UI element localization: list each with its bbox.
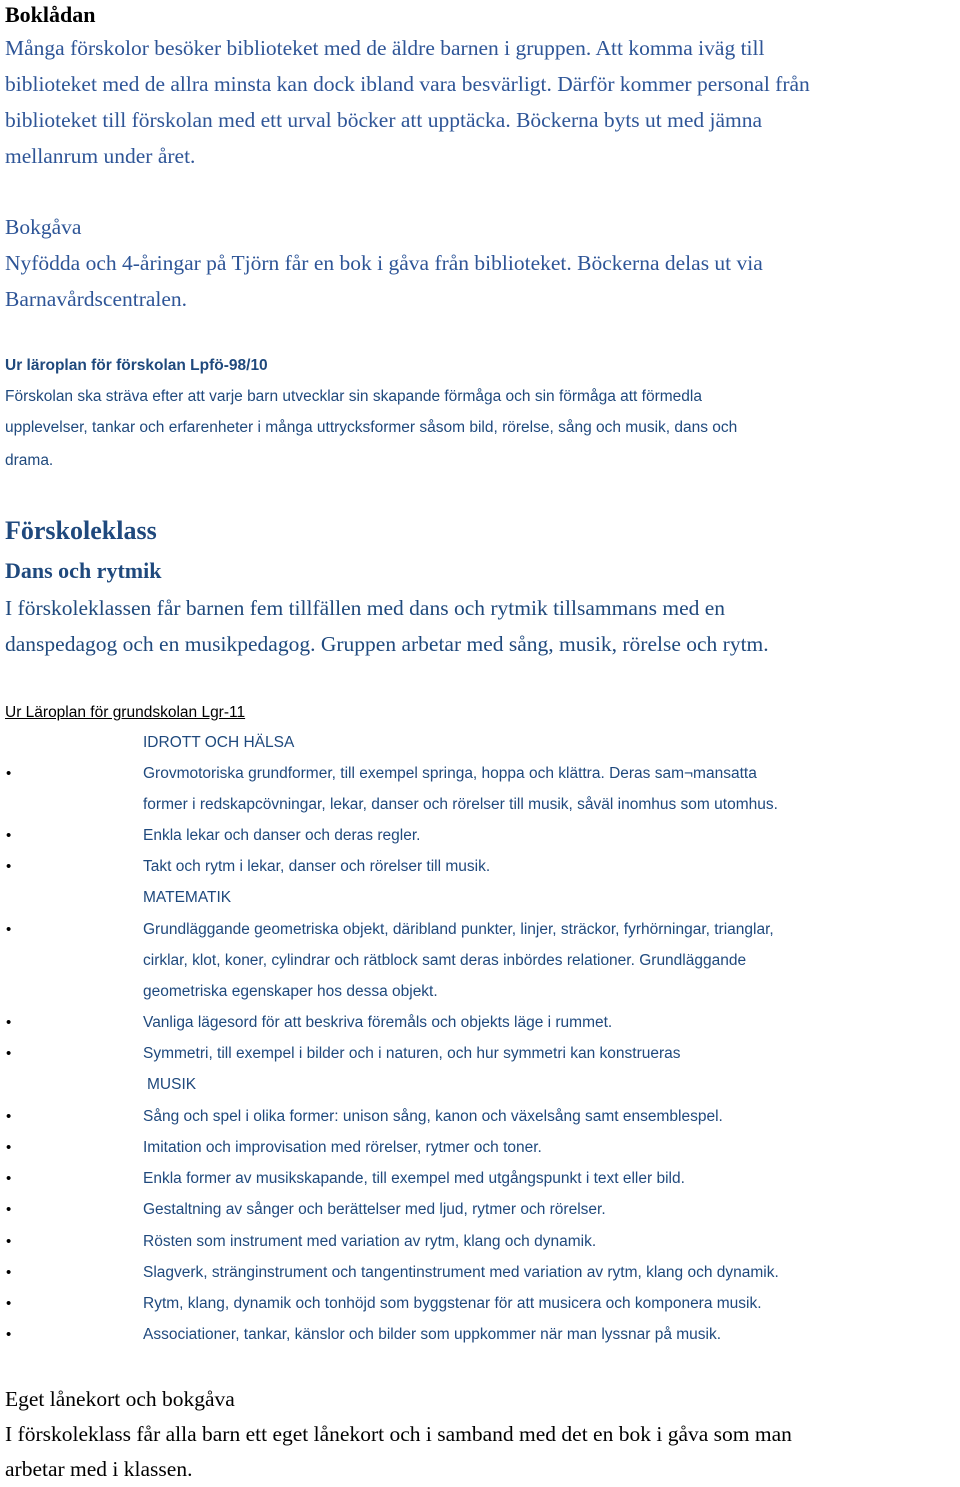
bullet-glyph: • (6, 1233, 12, 1250)
bullet-glyph: • (6, 1295, 12, 1312)
boxes-line-4: mellanrum under året. (5, 144, 196, 168)
bullet-glyph: • (6, 1108, 12, 1125)
matematik-heading: MATEMATIK (143, 889, 232, 906)
bullet-glyph: • (6, 1139, 12, 1156)
musik-heading: MUSIK (147, 1076, 197, 1093)
lanekort-line-1: I förskoleklass får alla barn ett eget lånekort och i samband med det en bok i gåva som man (5, 1422, 792, 1446)
forskoleklass-line-2: danspedagog och en musikpedagog. Gruppen arbetar med sång, musik, rörelse och rytm. (5, 632, 769, 656)
matematik-item-1-line-1: Grundläggande geometriska objekt, däribland punkter, linjer, sträckor, fyrhörningar, trianglar, (143, 921, 774, 938)
musik-item: Rytm, klang, dynamik och tonhöjd som byggstenar för att musicera och komponera musik. (143, 1295, 762, 1312)
bullet-glyph: • (6, 765, 12, 782)
lpfo-title: Ur läroplan för förskolan Lpfö-98/10 (5, 357, 268, 374)
bullet-glyph: • (6, 1201, 12, 1218)
musik-item: Rösten som instrument med variation av rytm, klang och dynamik. (143, 1233, 597, 1250)
bullet-glyph: • (6, 1170, 12, 1187)
forskoleklass-title: Förskoleklass (5, 516, 157, 545)
bullet-glyph: • (6, 1014, 12, 1031)
musik-item: Enkla former av musikskapande, till exempel med utgångspunkt i text eller bild. (143, 1170, 685, 1187)
matematik-item-2: Vanliga lägesord för att beskriva föremåls och objekts läge i rummet. (143, 1014, 613, 1031)
boxes-line-1: Många förskolor besöker biblioteket med de äldre barnen i gruppen. Att komma iväg till (5, 36, 765, 60)
matematik-item-1-line-3: geometriska egenskaper hos dessa objekt. (143, 983, 438, 1000)
musik-item: Slagverk, stränginstrument och tangentinstrument med variation av rytm, klang och dynamik. (143, 1264, 779, 1281)
forskoleklass-subtitle: Dans och rytmik (5, 558, 162, 583)
lanekort-line-2: arbetar med i klassen. (5, 1457, 193, 1481)
idrott-item-3: Takt och rytm i lekar, danser och rörelser till musik. (143, 858, 491, 875)
lanekort-title: Eget lånekort och bokgåva (5, 1387, 235, 1411)
boxes-line-2: biblioteket med de allra minsta kan dock ibland vara besvärligt. Därför kommer personal från (5, 72, 810, 96)
bullet-glyph: • (6, 1326, 12, 1343)
boxes-title: Boklådan (5, 2, 96, 27)
musik-item: Gestaltning av sånger och berättelser med ljud, rytmer och rörelser. (143, 1201, 606, 1218)
bokgava-title: Bokgåva (5, 215, 82, 239)
lgr-title: Ur Läroplan för grundskolan Lgr-11 (5, 704, 246, 721)
bullet-glyph: • (6, 858, 12, 875)
bullet-glyph: • (6, 921, 12, 938)
lpfo-line-1: Förskolan ska sträva efter att varje barn utvecklar sin skapande förmåga och sin förmåga att förmedla (5, 388, 702, 405)
bokgava-line-1: Nyfödda och 4-åringar på Tjörn får en bok i gåva från biblioteket. Böckerna delas ut via (5, 251, 763, 275)
idrott-item-1-line-1: Grovmotoriska grundformer, till exempel springa, hoppa och klättra. Deras sam¬mansatta (143, 765, 757, 782)
lpfo-line-3: drama. (5, 452, 54, 469)
idrott-item-1-line-2: former i redskapсövningar, lekar, danser och rörelser till musik, såväl inomhus som utomhus. (143, 796, 778, 813)
forskoleklass-line-1: I förskoleklassen får barnen fem tillfällen med dans och rytmik tillsammans med en (5, 596, 726, 620)
matematik-item-1-line-2: cirklar, klot, koner, cylindrar och rätblock samt deras inbördes relationer. Grundläggande (143, 952, 747, 969)
musik-item: Imitation och improvisation med rörelser, rytmer och toner. (143, 1139, 542, 1156)
idrott-heading: IDROTT OCH HÄLSA (143, 734, 295, 751)
bullet-glyph: • (6, 1264, 12, 1281)
musik-item: Sång och spel i olika former: unison sång, kanon och växelsång samt ensemblespel. (143, 1108, 723, 1125)
matematik-item-3: Symmetri, till exempel i bilder och i naturen, och hur symmetri kan konstrueras (143, 1045, 681, 1062)
boxes-line-3: biblioteket till förskolan med ett urval böcker att upptäcka. Böckerna byts ut med jämna (5, 108, 763, 132)
musik-item: Associationer, tankar, känslor och bilder som uppkommer när man lyssnar på musik. (143, 1326, 722, 1343)
bullet-glyph: • (6, 1045, 12, 1062)
idrott-item-2: Enkla lekar och danser och deras regler. (143, 827, 421, 844)
lpfo-line-2: upplevelser, tankar och erfarenheter i många uttrycksformer såsom bild, rörelse, sång och musik, dans och (5, 419, 738, 436)
bullet-glyph: • (6, 827, 12, 844)
bokgava-line-2: Barnavårdscentralen. (5, 287, 188, 311)
